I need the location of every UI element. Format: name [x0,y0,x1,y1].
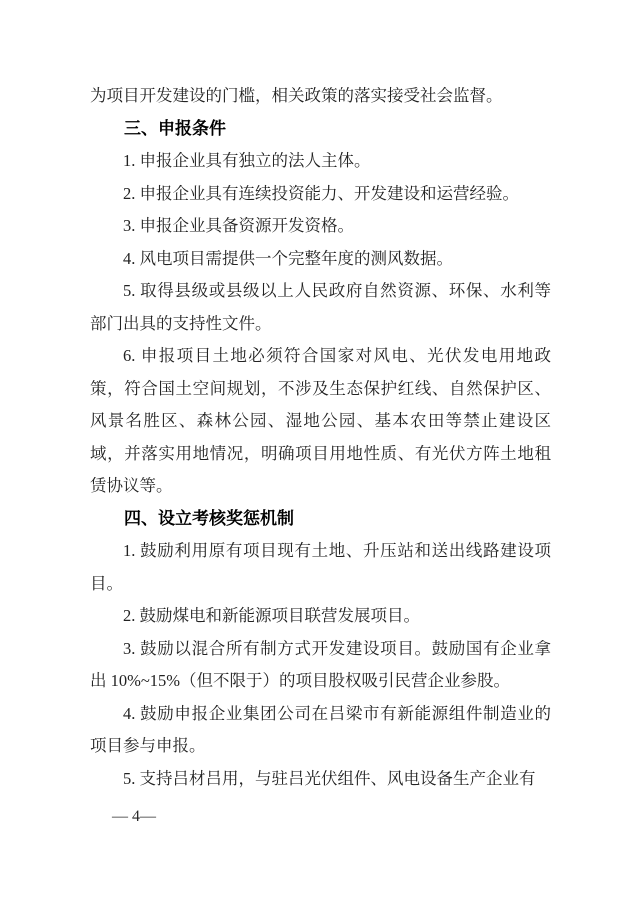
continuation-paragraph: 为项目开发建设的门槛，相关政策的落实接受社会监督。 [90,86,503,105]
page-number: — 4— [112,808,156,825]
section3-item-3: 3. 申报企业具备资源开发资格。 [123,216,354,235]
section3-item-6: 6. 申报项目土地必须符合国家对风电、光伏发电用地政策，符合国土空间规划，不涉及生态保护红线、自然保护区、风景名胜区、森林公园、湿地公园、基本农田等禁止建设区域，并落实用地情况，明确项目用地性质、有光伏方阵土地租赁协议等。 [90,346,551,495]
section4-item-5: 5. 支持吕材吕用，与驻吕光伏组件、风电设备生产企业有 [123,768,536,788]
document-body [90,80,551,795]
section4-item-2: 2. 鼓励煤电和新能源项目联营发展项目。 [123,606,420,625]
section4-item-1: 1. 鼓励利用原有项目现有土地、升压站和送出线路建设项目。 [90,541,551,593]
section-heading-4: 四、设立考核奖惩机制 [124,508,294,528]
section-heading-3: 三、申报条件 [124,118,226,138]
section4-item-3: 3. 鼓励以混合所有制方式开发建设项目。鼓励国有企业拿出 10%~15%（但不限于）的项目股权吸引民营企业参股。 [90,638,551,690]
section3-item-1: 1. 申报企业具有独立的法人主体。 [123,151,371,170]
section3-item-5: 5. 取得县级或县级以上人民政府自然资源、环保、水利等部门出具的支持性文件。 [90,281,551,333]
section3-item-4: 4. 风电项目需提供一个完整年度的测风数据。 [123,248,453,268]
section3-item-2: 2. 申报企业具有连续投资能力、开发建设和运营经验。 [123,183,519,203]
section4-item-4: 4. 鼓励申报企业集团公司在吕梁市有新能源组件制造业的项目参与申报。 [90,703,551,755]
